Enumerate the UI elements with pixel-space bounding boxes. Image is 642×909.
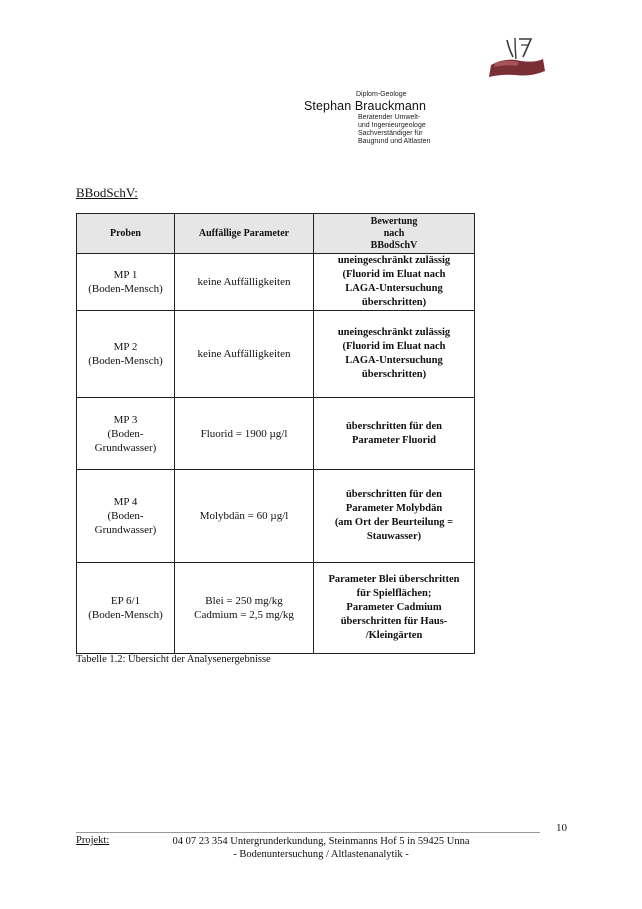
footer-divider: [76, 832, 540, 833]
cell-probe: MP 3 (Boden- Grundwasser): [77, 398, 175, 470]
cell-parameter: Molybdän = 60 µg/l: [175, 470, 314, 563]
section-title: [76, 185, 138, 201]
cell-parameter: keine Auffälligkeiten: [175, 311, 314, 398]
table-row: [77, 254, 475, 311]
letterhead-description-4: Baugrund und Altlasten: [358, 138, 431, 145]
cell-probe: MP 4 (Boden- Grundwasser): [77, 470, 175, 563]
table-row: [77, 470, 475, 563]
cell-evaluation: uneingeschränkt zulässig (Fluorid im Eluat nach LAGA-Untersuchung überschritten): [314, 311, 475, 398]
cell-evaluation: überschritten für den Parameter Molybdän (am Ort der Beurteilung = Stauwasser): [314, 470, 475, 563]
table-caption: Tabelle 1.2: Übersicht der Analysenergebnisse: [76, 654, 271, 665]
footer-project-line2: - Bodenuntersuchung / Altlastenanalytik -: [233, 849, 409, 860]
cell-probe: MP 1 (Boden-Mensch): [77, 254, 175, 311]
table-row: [77, 398, 475, 470]
footer-project-text: [145, 835, 497, 861]
section-title-colon: :: [134, 185, 138, 200]
table-row: [77, 563, 475, 654]
cell-probe: EP 6/1 (Boden-Mensch): [77, 563, 175, 654]
cell-parameter: keine Auffälligkeiten: [175, 254, 314, 311]
header-bewertung: [314, 214, 475, 254]
page-number: 10: [556, 822, 567, 834]
letterhead-description-2: und Ingenieurgeologe: [358, 122, 426, 129]
cell-evaluation: Parameter Blei überschritten für Spielflächen; Parameter Cadmium überschritten für Haus- /Kleingärten: [314, 563, 475, 654]
section-title-text: BBodSchV: [76, 185, 135, 200]
letterhead: [304, 91, 430, 146]
letterhead-subtitle: Diplom-Geologe: [356, 91, 407, 98]
cell-evaluation: überschritten für den Parameter Fluorid: [314, 398, 475, 470]
letterhead-name: Stephan Brauckmann: [304, 99, 427, 113]
cell-probe: MP 2 (Boden-Mensch): [77, 311, 175, 398]
letterhead-description-1: Beratender Umwelt-: [358, 114, 421, 121]
letterhead-description-3: Sachverständiger für: [358, 130, 423, 137]
cell-parameter: Blei = 250 mg/kg Cadmium = 2,5 mg/kg: [175, 563, 314, 654]
footer-project-label: Projekt:: [76, 835, 110, 846]
footer-project-line1: 04 07 23 354 Untergrunderkundung, Steinmanns Hof 5 in 59425 Unna: [172, 836, 470, 847]
results-table: [76, 213, 475, 654]
header-parameter: Auffällige Parameter: [175, 214, 314, 254]
header-bewertung-text: Bewertung nach BBodSchV: [370, 215, 418, 251]
company-logo: [485, 35, 547, 80]
cell-evaluation: uneingeschränkt zulässig (Fluorid im Eluat nach LAGA-Untersuchung überschritten): [314, 254, 475, 311]
header-proben: Proben: [77, 214, 175, 254]
cell-parameter: Fluorid = 1900 µg/l: [175, 398, 314, 470]
table-row: [77, 311, 475, 398]
table-header-row: [77, 214, 475, 254]
